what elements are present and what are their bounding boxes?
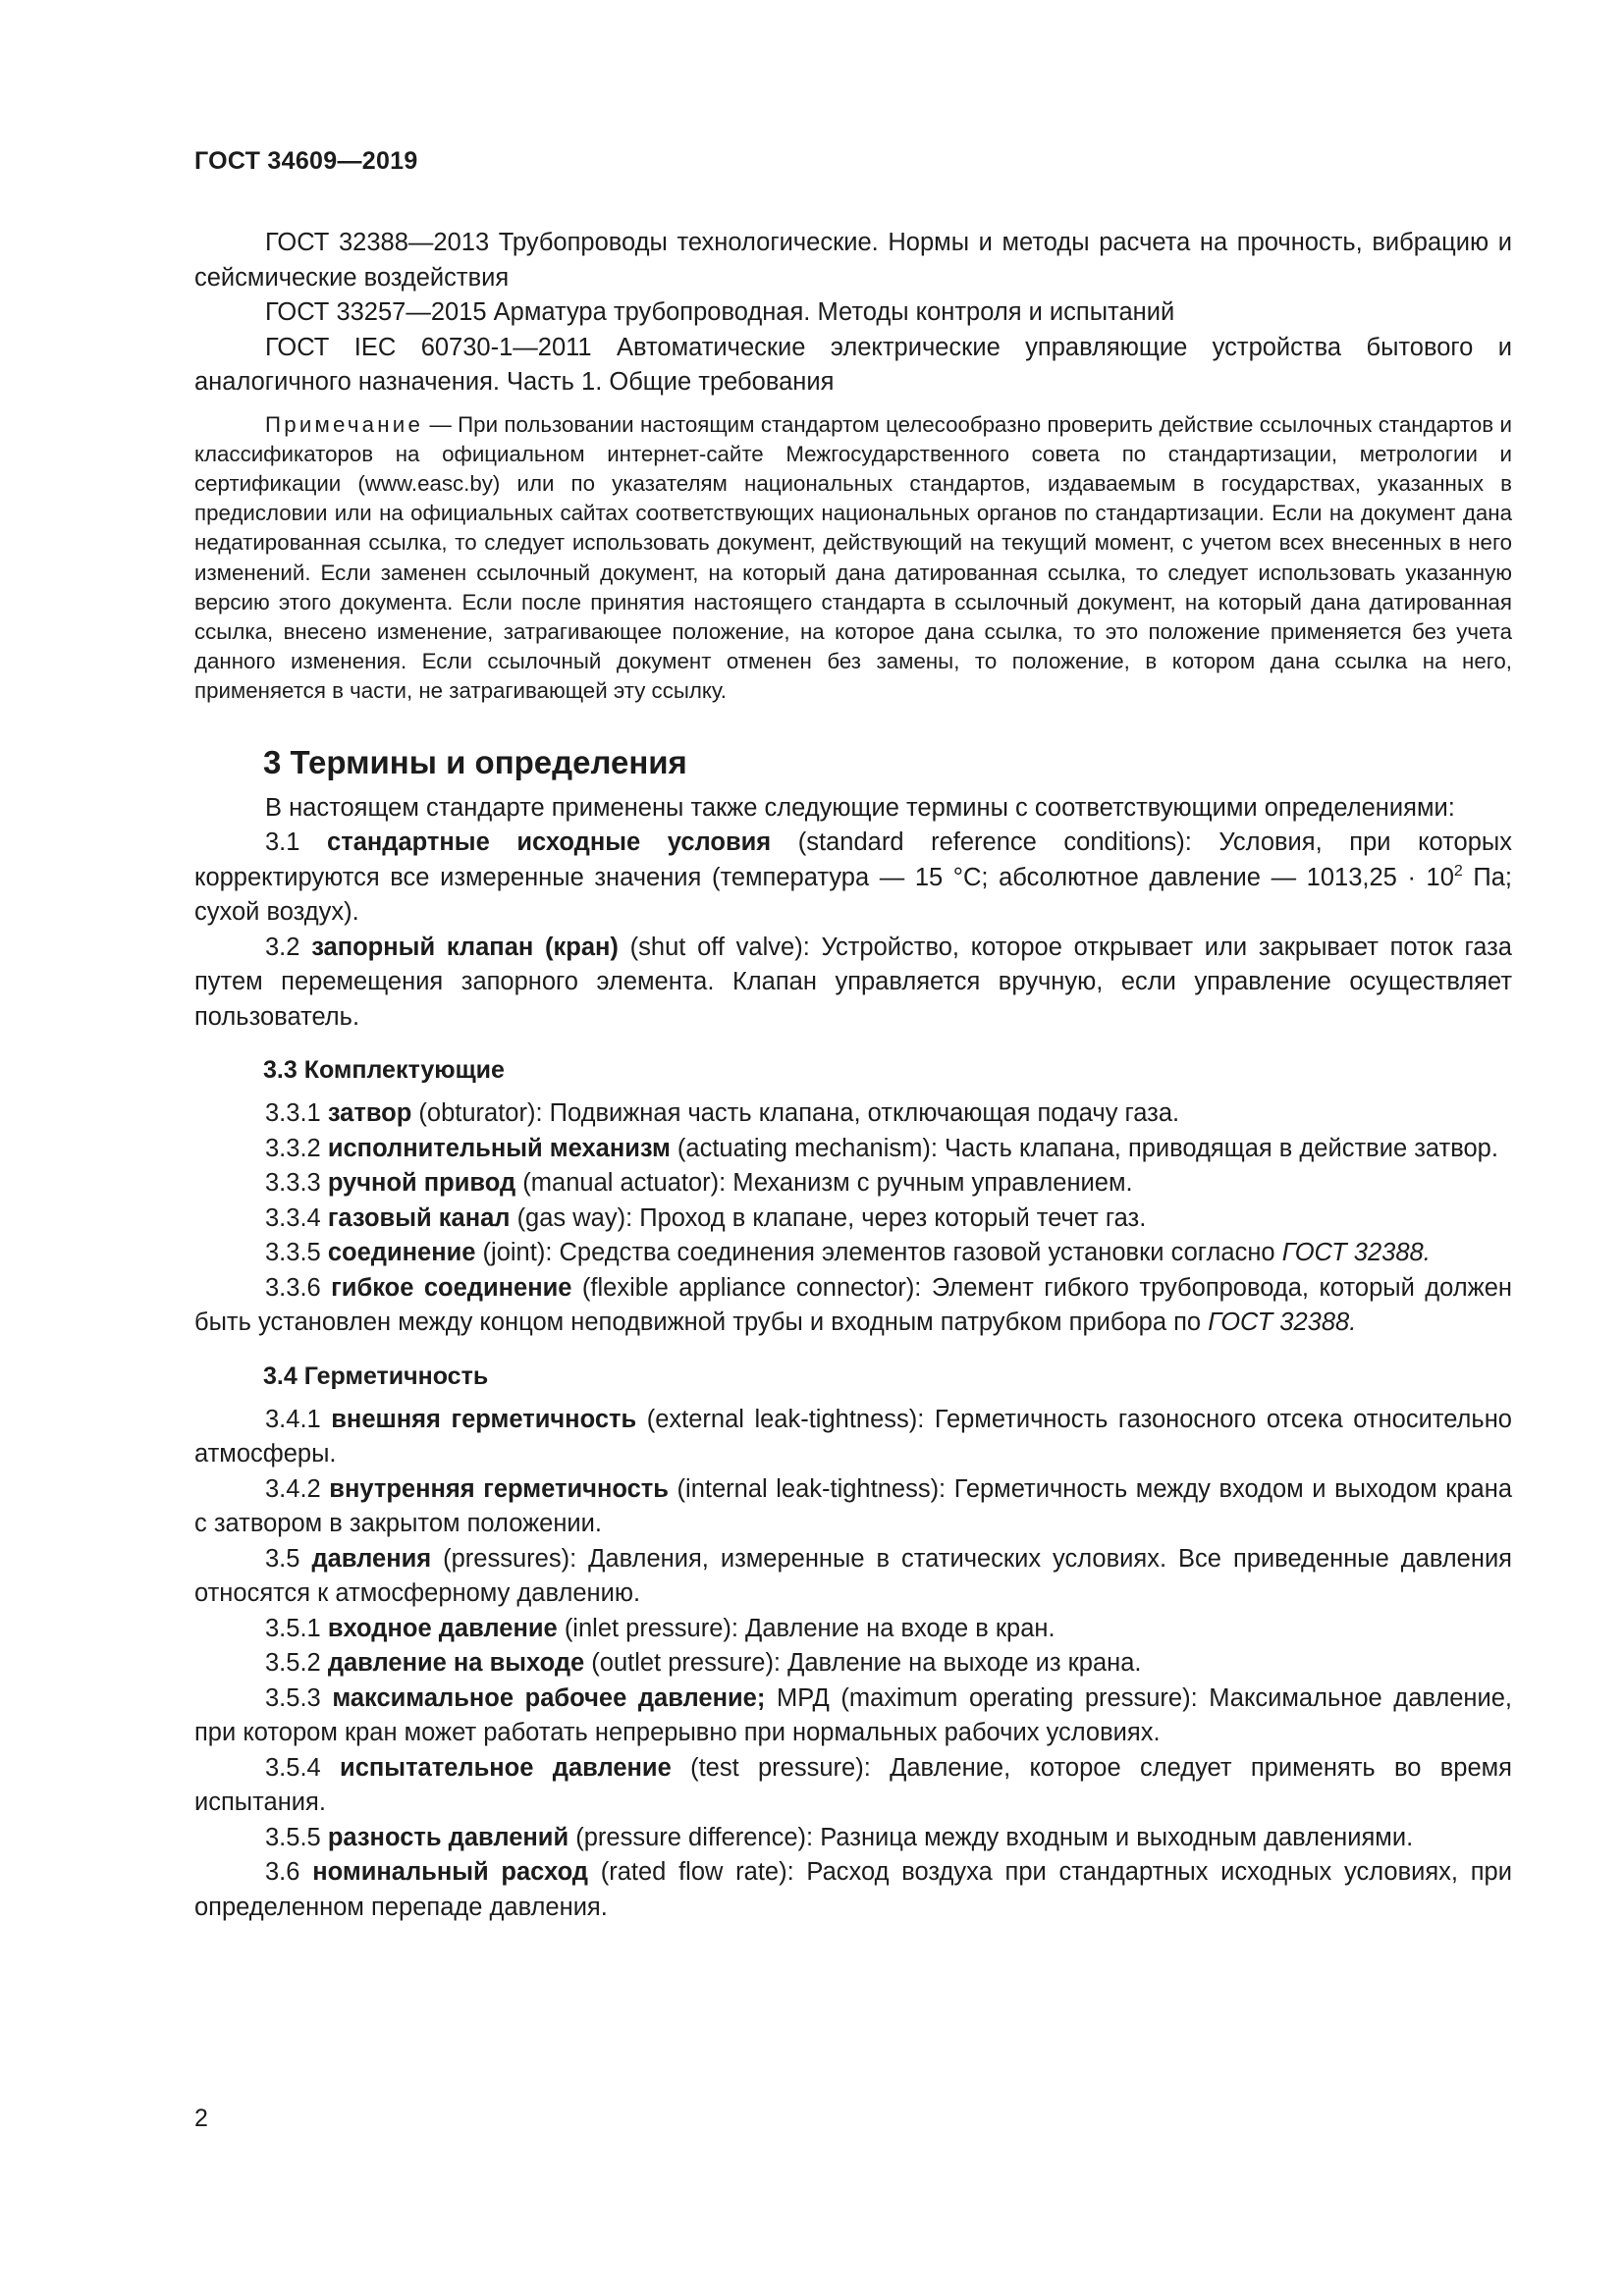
term-3-2: 3.2 запорный клапан (кран) (shut off valve): Устройство, которое открывает или закрывает поток газа путем перемещения запорного элемента. Клапан управляется вручную, если управление осуществляет пользователь. bbox=[194, 933, 1512, 1031]
term-3-4-2: 3.4.2 внутренняя герметичность (internal leak-tightness): Герметичность между входом и выходом крана с затвором в закрытом положении. bbox=[194, 1474, 1512, 1538]
term-3-3-5: 3.3.5 соединение (joint): Средства соединения элементов газовой установки согласно ГОСТ 32388. bbox=[265, 1239, 1431, 1267]
note-label: Примечание bbox=[265, 411, 424, 437]
term-3-5-4: 3.5.4 испытательное давление (test pressure): Давление, которое следует применять во время испытания. bbox=[194, 1753, 1512, 1817]
term-3-5: 3.5 давления (pressures): Давления, измеренные в статических условиях. Все приведенные давления относятся к атмосферному давлению. bbox=[194, 1544, 1512, 1608]
term-title: исполнительный механизм bbox=[327, 1134, 671, 1162]
term-3-3-3: 3.3.3 ручной привод (manual actuator): Механизм с ручным управлением. bbox=[265, 1169, 1133, 1198]
standard-reference: ГОСТ 32388. bbox=[1281, 1239, 1431, 1267]
term-title: давления bbox=[311, 1544, 432, 1573]
term-3-5-1: 3.5.1 входное давление (inlet pressure): Давление на входе в кран. bbox=[265, 1614, 1056, 1642]
note-text: — При пользовании настоящим стандартом целесообразно проверить действие ссылочных стандартов и классификаторов на официальном интернет-сайте Межгосударственного совета по стандартизации, метрологии и сертификации (www.easc.by) или по указателям национальных стандартов, издаваемым в государствах, указанных в предисловии или на официальных сайтах соответствующих национальных органов по стандартизации. Если на документ дана недатированная ссылка, то следует использовать документ, действующий на текущий момент, с учетом всех внесенных в него изменений. Если заменен ссылочный документ, на который дана датированная ссылка, то следует использовать указанную версию этого документа. Если после принятия настоящего стандарта в ссылочный документ, на который дана датированная ссылка, внесено изменение, затрагивающее положение, на которое дана ссылка, то это положение применяется без учета данного изменения. Если ссылочный документ отменен без замены, то положение, в котором дана ссылка на него, применяется в части, не затрагивающей эту ссылку. bbox=[194, 411, 1512, 704]
page-number: 2 bbox=[194, 2105, 208, 2132]
term-3-3-4: 3.3.4 газовый канал (gas way): Проход в клапане, через который течет газ. bbox=[265, 1203, 1147, 1232]
term-title: разность давлений bbox=[327, 1823, 569, 1851]
term-3-5-2: 3.5.2 давление на выходе (outlet pressure): Давление на выходе из крана. bbox=[265, 1649, 1142, 1678]
section-intro: В настоящем стандарте применены также следующие термины с соответствующими определениями: bbox=[265, 793, 1455, 822]
term-3-3-6: 3.3.6 гибкое соединение (flexible appliance connector): Элемент гибкого трубопровода, который должен быть установлен между концом неподвижной трубы и входным патрубком прибора по ГОСТ 32388. bbox=[194, 1273, 1512, 1337]
normative-references bbox=[194, 226, 1512, 400]
term-title: внешняя герметичность bbox=[331, 1405, 637, 1433]
term-title: входное давление bbox=[327, 1614, 558, 1642]
reference-item: ГОСТ IEC 60730-1—2011 Автоматические электрические управляющие устройства бытового и аналогичного назначения. Часть 1. Общие требования bbox=[194, 333, 1512, 396]
term-3-3-2: 3.3.2 исполнительный механизм (actuating mechanism): Часть клапана, приводящая в действие затвор. bbox=[265, 1134, 1498, 1162]
standard-reference: ГОСТ 32388. bbox=[1208, 1308, 1357, 1337]
term-3-3-1: 3.3.1 затвор (obturator): Подвижная часть клапана, отключающая подачу газа. bbox=[265, 1099, 1180, 1128]
subsection-heading-tightness: 3.4 Герметичность bbox=[263, 1362, 489, 1390]
term-title: испытательное давление bbox=[340, 1753, 672, 1782]
term-3-1: 3.1 стандартные исходные условия (standard reference conditions): Условия, при которых корректируются все измеренные значения (температура — 15 °С; абсолютное давление — $1013,25 \cdot 10^2$ Па; сухой воздух). bbox=[194, 828, 1512, 927]
page-content bbox=[194, 226, 1512, 1925]
term-title: газовый канал bbox=[327, 1203, 511, 1232]
term-3-5-5: 3.5.5 разность давлений (pressure difference): Разница между входным и выходным давлениями. bbox=[265, 1823, 1414, 1851]
term-3-6: 3.6 номинальный расход (rated flow rate): Расход воздуха при стандартных исходных условиях, при определенном перепаде давления. bbox=[194, 1858, 1512, 1921]
subsection-heading-components: 3.3 Комплектующие bbox=[263, 1056, 505, 1085]
term-3-4-1: 3.4.1 внешняя герметичность (external leak-tightness): Герметичность газоносного отсека относительно атмосферы. bbox=[194, 1405, 1512, 1468]
reference-item: ГОСТ 32388—2013 Трубопроводы технологические. Нормы и методы расчета на прочность, вибрацию и сейсмические воздействия bbox=[194, 229, 1512, 292]
term-3-5-3: 3.5.3 максимальное рабочее давление; МРД (maximum operating pressure): Максимальное давление, при котором кран может работать непрерывно при нормальных рабочих условиях. bbox=[194, 1683, 1512, 1747]
term-title: гибкое соединение bbox=[331, 1273, 572, 1302]
term-title: запорный клапан (кран) bbox=[311, 933, 619, 961]
term-title: номинальный расход bbox=[312, 1858, 588, 1887]
reference-item: ГОСТ 33257—2015 Арматура трубопроводная. Методы контроля и испытаний bbox=[265, 298, 1175, 326]
term-title: соединение bbox=[327, 1239, 476, 1267]
term-title: давление на выходе bbox=[327, 1649, 585, 1678]
term-title: внутренняя герметичность bbox=[329, 1474, 669, 1503]
term-title: максимальное рабочее давление; bbox=[332, 1683, 766, 1712]
term-title: ручной привод bbox=[327, 1169, 516, 1198]
note-block bbox=[194, 410, 1512, 707]
standard-code-header: ГОСТ 34609—2019 bbox=[194, 147, 418, 175]
term-title: стандартные исходные условия bbox=[327, 828, 772, 857]
term-title: затвор bbox=[327, 1099, 412, 1128]
section-heading: 3 Термины и определения bbox=[263, 743, 687, 780]
